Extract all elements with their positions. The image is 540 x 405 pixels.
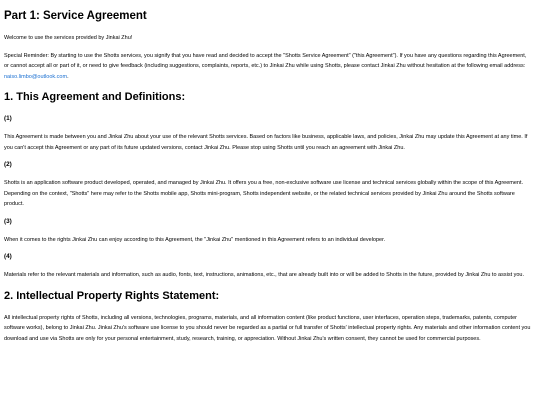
- section-1-item-2-label: (2): [4, 161, 12, 168]
- section-2-heading: 2. Intellectual Property Rights Statement:: [4, 289, 220, 302]
- section-2-text: All intellectual property rights of Shotts, including all versions, technologies, programs, materials, and all information content (like product functions, user interfaces, operation steps, trademarks, patents, computer software works), belong to Jinkai Zhu. Jinkai Zhu's software use license to you should never be regarded as a partial or full transfer of Shotts' intellectual property rights. Any materials and other information content you download and use via Shotts are only for your personal entertainment, study, research, training, or appreciation. Without Jinkai Zhu's written consent, they cannot be used for commercial purposes.: [4, 314, 531, 342]
- reminder-end: .: [67, 73, 69, 80]
- section-1-item-3-text: When it comes to the rights Jinkai Zhu can enjoy according to this Agreement, the "Jinkai Zhu" mentioned in this Agreement refers to an individual developer.: [4, 236, 386, 243]
- section-1-item-1-text: This Agreement is made between you and Jinkai Zhu about your use of the relevant Shotts services. Based on factors like business, applicable laws, and policies, Jinkai Zhu may update this Agreement at any time. If you can't accept this Agreement or any part of its future updated versions, contact Jinkai Zhu. Please stop using Shotts until you reach an agreement with Jinkai Zhu.: [4, 134, 528, 151]
- reminder-text: Special Reminder: By starting to use the Shotts services, you signify that you have read and decided to accept the "Shotts Service Agreement" ("this Agreement"). If you have any questions regarding this Agreement, or cannot accept all or part of it, or need to give feedback (including suggestions, complaints, reports, etc.) to Jinkai Zhu while using Shotts, please contact Jinkai Zhu without hesitation at the following email address:: [4, 52, 527, 69]
- page-title: Part 1: Service Agreement: [4, 10, 147, 22]
- special-reminder: [4, 51, 532, 83]
- section-1-item-1-label: (1): [4, 115, 12, 122]
- section-1-item-3-label: (3): [4, 217, 12, 225]
- welcome-text: Welcome to use the services provided by Jinkai Zhu!: [4, 35, 133, 41]
- section-1-item-4-text: Materials refer to the relevant materials and information, such as audio, fonts, text, instructions, animations, etc., that are already built into or will be added to Shotts in the future, provided by Jinkai Zhu to assist you.: [4, 272, 525, 278]
- section-1-heading: 1. This Agreement and Definitions:: [4, 91, 186, 103]
- contact-email-link[interactable]: naiso.limbo@outlook.com: [4, 73, 68, 80]
- section-1-item-2-text: Shotts is an application software product developed, operated, and managed by Jinkai Zhu. It offers you a free, non-exclusive software use license and technical services globally within the scope of this Agreement. Depending on the context, "Shotts" here may refer to the Shotts mobile app, Shotts mini-program, Shotts independent website, or the related technical services provided by Jinkai Zhu around the Shotts software product.: [4, 180, 524, 207]
- section-1-item-4-label: (4): [4, 253, 12, 260]
